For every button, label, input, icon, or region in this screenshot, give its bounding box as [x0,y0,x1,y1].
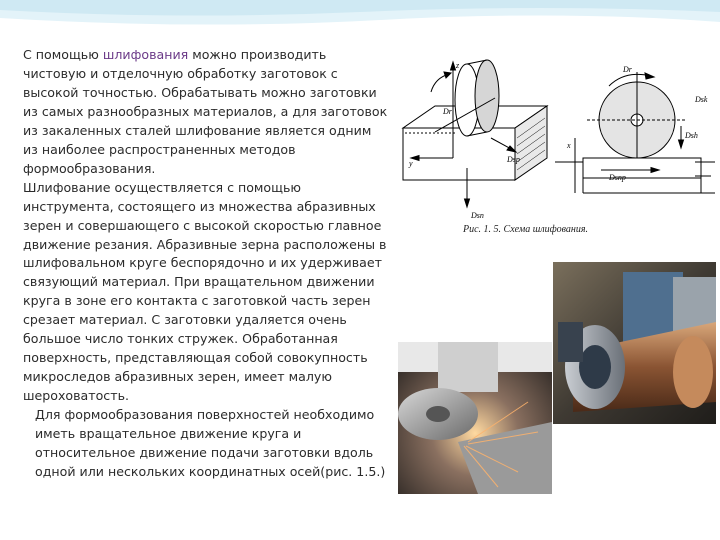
grinding-schematic-figure [395,58,720,230]
label-dsn: Dsn [471,211,484,220]
axis-label-x: x [567,141,571,150]
label-dsk: Dsk [695,95,708,104]
paragraph-grinding-process: Шлифование осуществляется с помощью инструмента, состоящего из множества абразивных зерен и совершающего с высокой скоростью главное движение резания. Абразивные зерна расположены в шлифовальном круге беспорядочно и их удерживает связующий материал. При вращательном движении круга в зоне его контакта с заготовкой часть зерен срезает материал. С заготовки удаляется очень большое число тонких стружек. Обработанная поверхность, представляющая собой совокупность микроследов абразивных зерен, имеет малую шероховатость. [23,179,387,404]
label-dsnp: Dsnp [609,173,626,182]
intro-text-end: можно производить чистовую и отделочную обработку заготовок с высокой точностью. Обрабатывать можно заготовки из самых разнообразных материалов, а для заготовок из закаленных сталей шлифование является одним из наиболее распространенных методов формообразования. [23,47,388,176]
label-dsh: Dsh [685,131,698,140]
axis-label-y: y [409,159,413,168]
grinding-machine-photo [553,262,716,424]
paragraph-intro [23,46,388,179]
axis-label-z: z [456,61,460,70]
paragraph-shaping: Для формообразования поверхностей необходимо иметь вращательное движение круга и относительное движение подачи заготовки вдоль одной или нескольких координатных осей(рис. 1.5.) [35,407,386,479]
figure-caption: Рис. 1. 5. Схема шлифования. [463,224,588,235]
label-dr-left: Dr [443,107,452,116]
label-dsp: Dsp [507,155,520,164]
highlighted-term: шлифования [102,47,189,62]
angle-grinder-photo [398,342,552,494]
label-dr-right: Dr [623,65,632,74]
body-text [23,46,388,482]
intro-text-start: С помощью [23,47,103,62]
